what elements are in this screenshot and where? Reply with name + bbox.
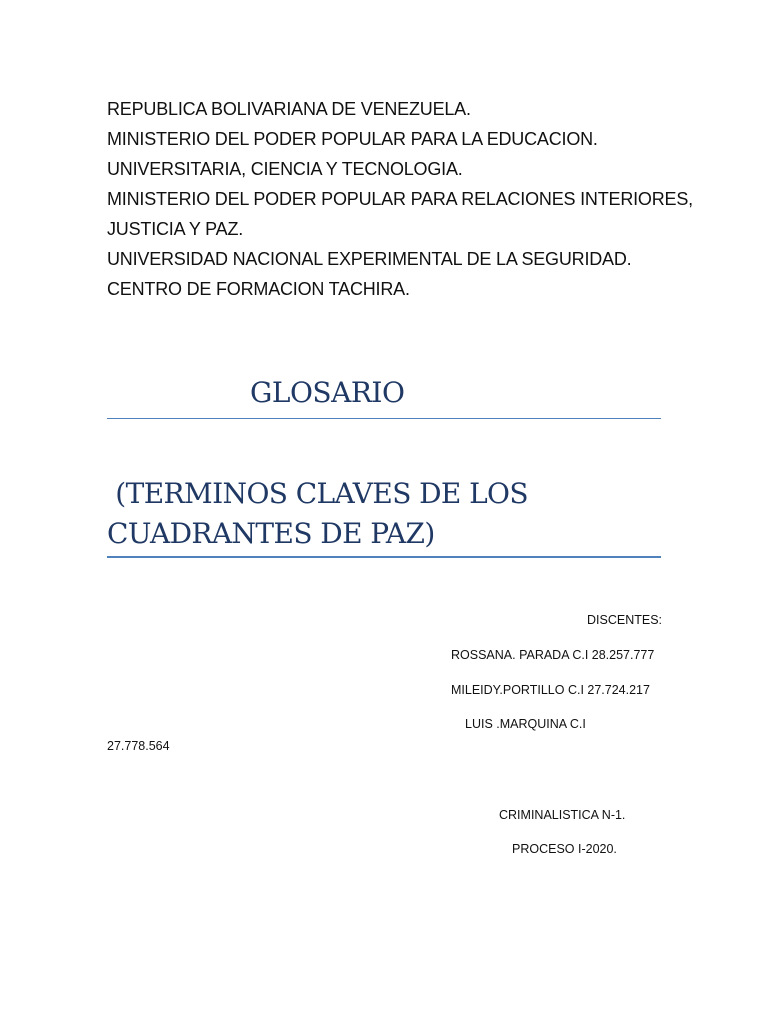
header-line-ministry-education: MINISTERIO DEL PODER POPULAR PARA LA EDUCACION.: [107, 129, 598, 149]
subtitle-line-1: (TERMINOS CLAVES DE LOS: [107, 477, 528, 510]
header-line-university-science: UNIVERSITARIA, CIENCIA Y TECNOLOGIA.: [107, 159, 463, 179]
header-line-justice-peace: JUSTICIA Y PAZ.: [107, 219, 244, 239]
institution-header: [107, 94, 693, 304]
header-line-training-center: CENTRO DE FORMACION TACHIRA.: [107, 279, 410, 299]
document-title: GLOSARIO: [250, 376, 405, 409]
header-line-university-security: UNIVERSIDAD NACIONAL EXPERIMENTAL DE LA SEGURIDAD.: [107, 249, 632, 269]
document-subtitle: [107, 474, 667, 554]
student-entry-rossana: ROSSANA. PARADA C.I 28.257.777: [451, 648, 655, 662]
student-entry-mileidy: MILEIDY.PORTILLO C.I 27.724.217: [451, 683, 650, 697]
subtitle-underline: [107, 556, 661, 558]
header-line-ministry-interior: MINISTERIO DEL PODER POPULAR PARA RELACIONES INTERIORES,: [107, 189, 693, 209]
student-entry-luis-id: 27.778.564: [107, 739, 170, 753]
process-label: PROCESO I-2020.: [512, 842, 617, 856]
student-entry-luis: LUIS .MARQUINA C.I: [465, 717, 586, 731]
header-line-republic: REPUBLICA BOLIVARIANA DE VENEZUELA.: [107, 99, 471, 119]
course-label: CRIMINALISTICA N-1.: [499, 808, 626, 822]
title-underline: [107, 418, 661, 419]
students-label: DISCENTES:: [587, 613, 663, 627]
subtitle-line-2: CUADRANTES DE PAZ): [107, 517, 435, 550]
